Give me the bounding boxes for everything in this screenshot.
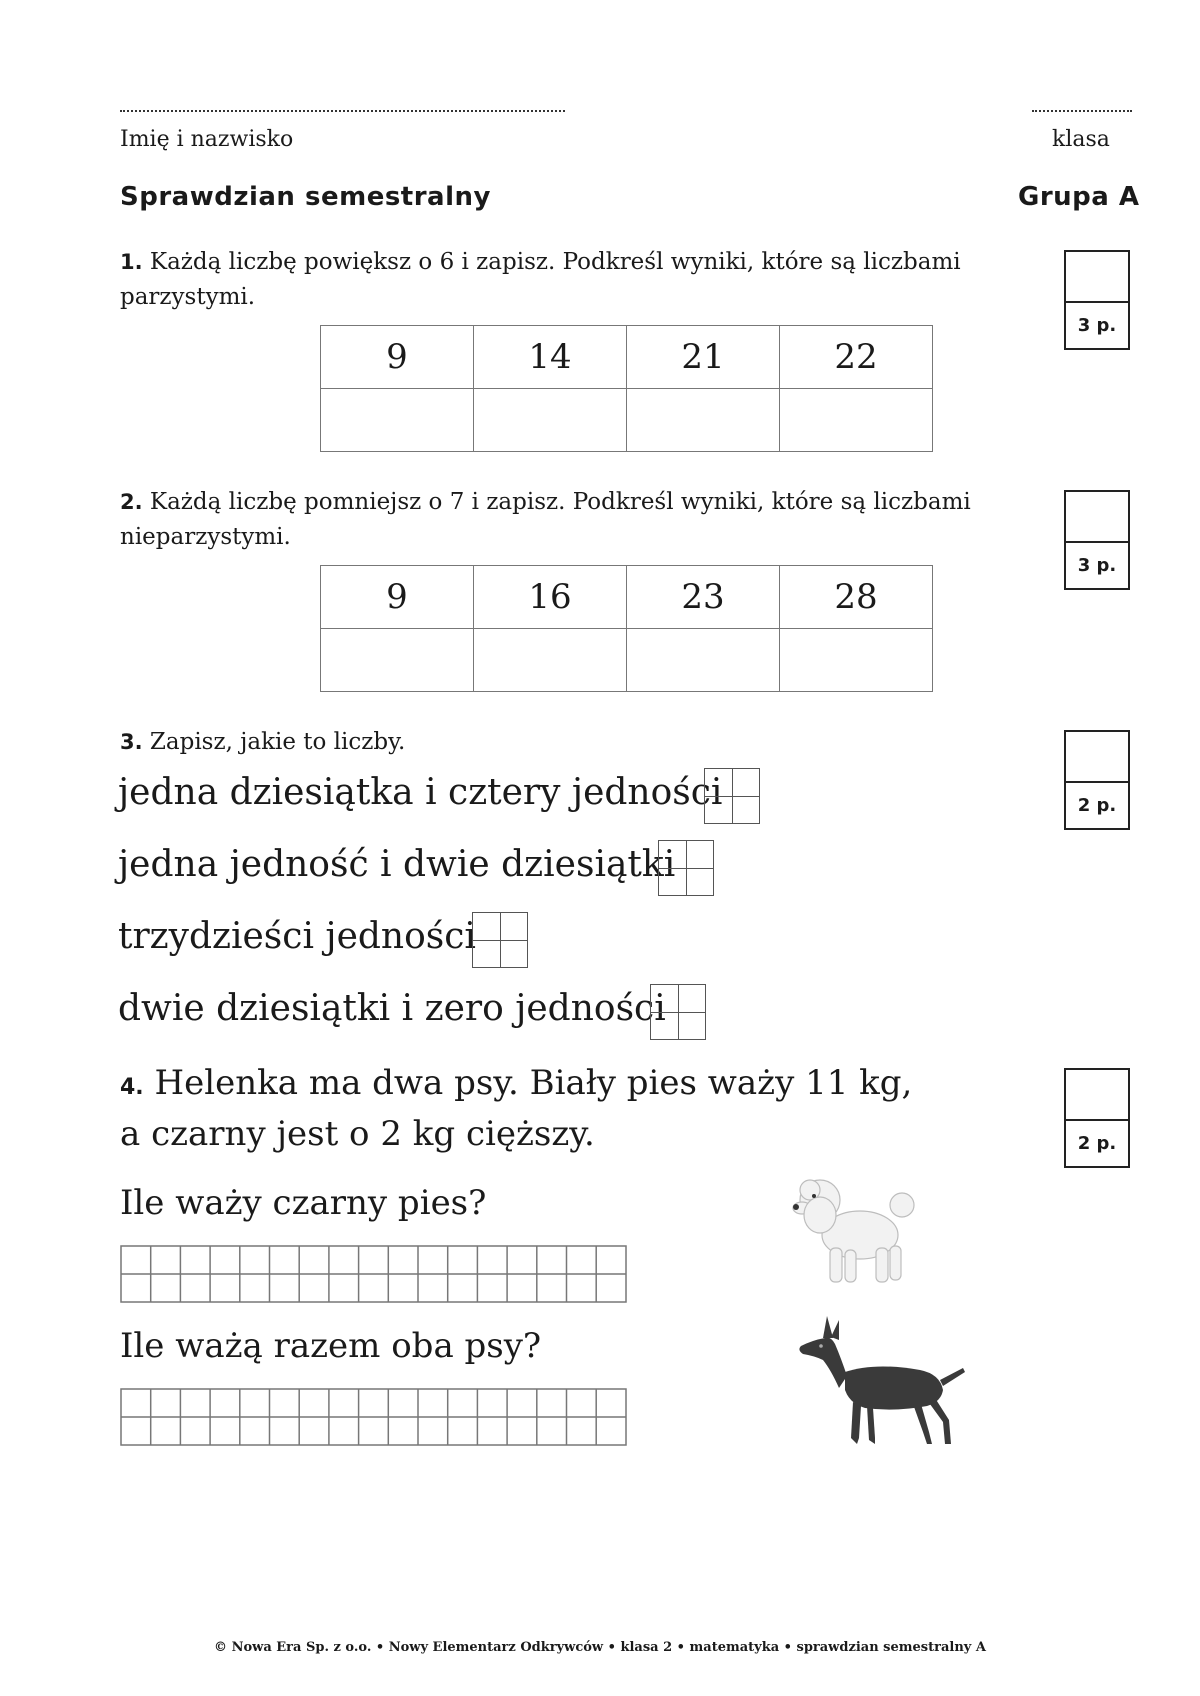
task3-score-box[interactable]: [1064, 730, 1130, 830]
score-field[interactable]: [1066, 732, 1128, 783]
score-field[interactable]: [1066, 1070, 1128, 1121]
task4-number: 4.: [120, 1075, 144, 1100]
task2-table: [320, 565, 933, 692]
task1-instruction: [120, 245, 1000, 315]
task2-score-box[interactable]: [1064, 490, 1130, 590]
answer-grid-1[interactable]: [120, 1245, 628, 1305]
task3-line: jedna dziesiątka i cztery jedności: [118, 772, 723, 813]
name-line: [120, 110, 565, 112]
task2-number-cell: 9: [321, 566, 474, 629]
task2-answer-cell[interactable]: [474, 629, 627, 692]
task4-points: 2 p.: [1077, 1133, 1117, 1154]
task3-line: dwie dziesiątki i zero jedności: [118, 988, 666, 1029]
task2-text: Każdą liczbę pomniejsz o 7 i zapisz. Podkreśl wyniki, które są liczbami nieparzystymi.: [120, 489, 971, 550]
task4-score-box[interactable]: [1064, 1068, 1130, 1168]
task3-answer-box[interactable]: [658, 840, 714, 896]
task1-number: 1.: [120, 250, 143, 274]
task1-table: [320, 325, 933, 452]
task2-answer-cell[interactable]: [321, 629, 474, 692]
task2-instruction: [120, 485, 1010, 555]
task1-answer-cell[interactable]: [321, 389, 474, 452]
task3-line: trzydzieści jedności: [118, 916, 476, 957]
task3-instruction: [120, 725, 405, 760]
task1-number-cell: 22: [780, 326, 933, 389]
class-label: klasa: [1052, 127, 1110, 152]
task4-question2: Ile ważą razem oba psy?: [120, 1326, 542, 1366]
score-field[interactable]: [1066, 252, 1128, 303]
task1-text: Każdą liczbę powiększ o 6 i zapisz. Podkreśl wyniki, które są liczbami parzystymi.: [120, 249, 961, 310]
black-doberman-image: [795, 1310, 970, 1460]
task1-number-cell: 9: [321, 326, 474, 389]
task4-question1: Ile waży czarny pies?: [120, 1183, 487, 1223]
task2-answer-cell[interactable]: [780, 629, 933, 692]
task1-answer-cell[interactable]: [780, 389, 933, 452]
task2-answer-cell[interactable]: [627, 629, 780, 692]
task3-number: 3.: [120, 730, 143, 754]
task3-answer-box[interactable]: [704, 768, 760, 824]
task1-number-cell: 14: [474, 326, 627, 389]
task1-answer-cell[interactable]: [627, 389, 780, 452]
group-label: Grupa A: [1018, 182, 1140, 212]
task4-statement: [120, 1060, 940, 1158]
name-label: Imię i nazwisko: [120, 127, 294, 152]
task3-text: Zapisz, jakie to liczby.: [149, 729, 406, 755]
class-line: [1032, 110, 1132, 112]
task1-number-cell: 21: [627, 326, 780, 389]
task3-answer-box[interactable]: [472, 912, 528, 968]
score-field[interactable]: [1066, 492, 1128, 543]
task3-answer-box[interactable]: [650, 984, 706, 1040]
answer-grid-2[interactable]: [120, 1388, 628, 1448]
white-poodle-image: [790, 1160, 920, 1290]
task2-number-cell: 16: [474, 566, 627, 629]
task1-points: 3 p.: [1077, 315, 1117, 336]
page-title: Sprawdzian semestralny: [120, 182, 491, 212]
task2-number-cell: 23: [627, 566, 780, 629]
task4-line2: a czarny jest o 2 kg cięższy.: [120, 1114, 595, 1154]
task2-points: 3 p.: [1077, 555, 1117, 576]
task4-line1-text: Helenka ma dwa psy. Biały pies waży 11 kg,: [154, 1063, 913, 1103]
task1-answer-cell[interactable]: [474, 389, 627, 452]
task1-score-box[interactable]: [1064, 250, 1130, 350]
footer: © Nowa Era Sp. z o.o. • Nowy Elementarz Odkrywców • klasa 2 • matematyka • sprawdzian semestralny A: [214, 1640, 986, 1655]
task3-line: jedna jedność i dwie dziesiątki: [118, 844, 676, 885]
task3-points: 2 p.: [1077, 795, 1117, 816]
task4-line1: [120, 1060, 940, 1111]
task2-number-cell: 28: [780, 566, 933, 629]
task2-number: 2.: [120, 490, 143, 514]
